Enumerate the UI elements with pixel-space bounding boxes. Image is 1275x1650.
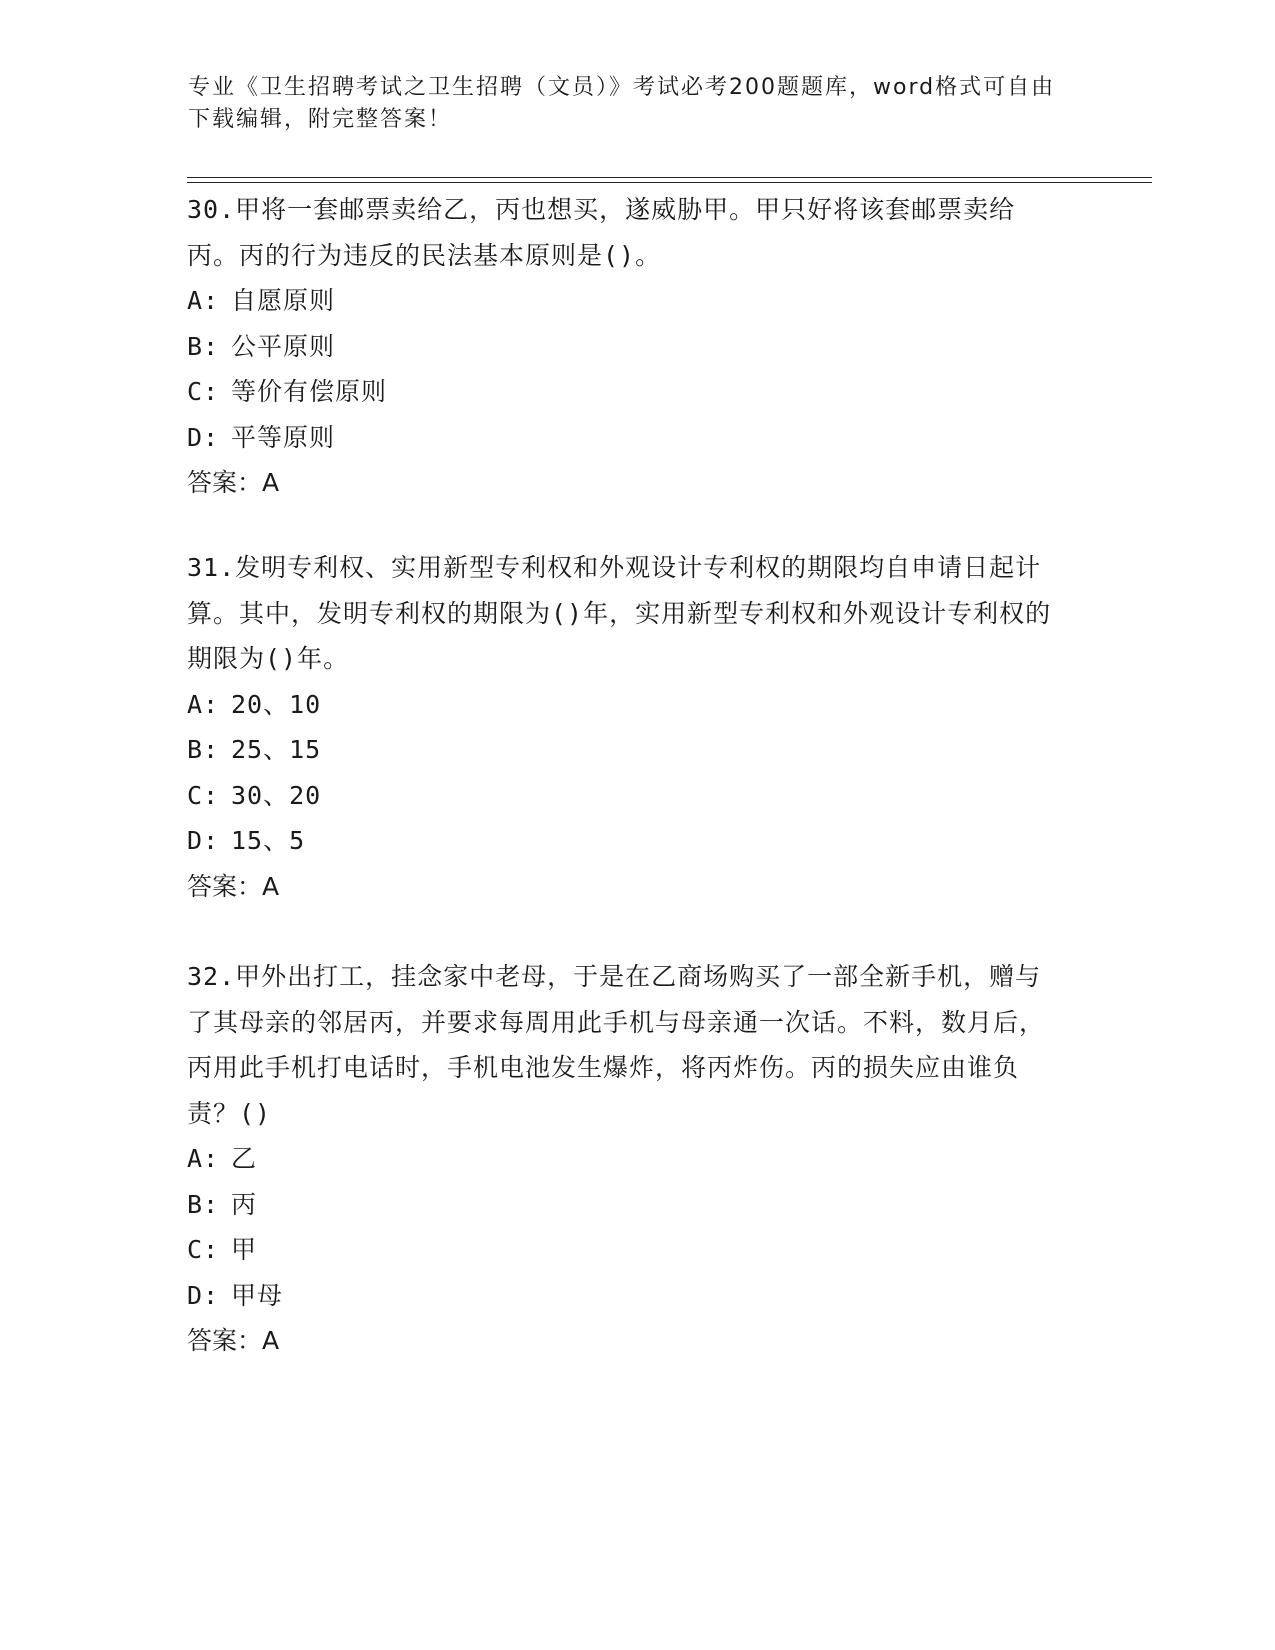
option-letter: D: bbox=[187, 422, 220, 452]
option-letter: B: bbox=[187, 331, 220, 361]
option-text: 甲 bbox=[231, 1235, 258, 1264]
answer-value: A bbox=[262, 1326, 280, 1355]
option-d bbox=[187, 415, 1067, 461]
option-c bbox=[187, 1227, 1067, 1273]
answer-line bbox=[187, 1318, 1067, 1364]
option-letter: A: bbox=[187, 286, 220, 315]
option-text: 20、10 bbox=[231, 689, 322, 719]
option-letter: C: bbox=[187, 780, 220, 810]
option-text: 乙 bbox=[231, 1144, 258, 1173]
header-divider-top bbox=[187, 177, 1152, 178]
option-letter: A: bbox=[187, 689, 220, 719]
option-b bbox=[187, 1182, 1067, 1228]
option-c bbox=[187, 773, 1067, 819]
option-d bbox=[187, 1273, 1067, 1319]
option-letter: D: bbox=[187, 826, 220, 855]
header-divider-bottom bbox=[187, 182, 1152, 183]
option-letter: C: bbox=[187, 377, 220, 406]
option-letter: B: bbox=[187, 1189, 220, 1219]
option-text: 平等原则 bbox=[231, 422, 336, 452]
document-header: 专业《卫生招聘考试之卫生招聘（文员）》考试必考200题题库，word格式可自由下载编辑，附完整答案！ bbox=[188, 75, 1056, 132]
option-b bbox=[187, 324, 1067, 370]
answer-value: A bbox=[262, 468, 280, 497]
option-c bbox=[187, 369, 1067, 415]
question-text: 31.发明专利权、实用新型专利权和外观设计专利权的期限均自申请日起计算。其中，发明专利权的期限为()年，实用新型专利权和外观设计专利权的期限为()年。 bbox=[187, 553, 1052, 673]
option-text: 自愿原则 bbox=[231, 286, 336, 315]
option-text: 甲母 bbox=[231, 1280, 284, 1310]
answer-line bbox=[187, 864, 1067, 910]
question-text: 30.甲将一套邮票卖给乙，丙也想买，遂威胁甲。甲只好将该套邮票卖给丙。丙的行为违反的民法基本原则是()。 bbox=[187, 195, 1016, 270]
answer-label: 答案： bbox=[187, 871, 263, 901]
option-d bbox=[187, 818, 1067, 864]
option-a bbox=[187, 682, 1067, 728]
question-30 bbox=[187, 187, 1067, 506]
option-a bbox=[187, 1136, 1067, 1182]
answer-label: 答案： bbox=[187, 1326, 263, 1355]
question-32 bbox=[187, 954, 1067, 1364]
option-text: 等价有偿原则 bbox=[231, 377, 388, 406]
answer-value: A bbox=[262, 871, 280, 901]
option-text: 15、5 bbox=[231, 826, 306, 855]
option-text: 丙 bbox=[231, 1189, 258, 1219]
option-text: 25、15 bbox=[231, 735, 322, 764]
option-text: 公平原则 bbox=[231, 331, 336, 361]
option-letter: C: bbox=[187, 1235, 220, 1264]
option-letter: D: bbox=[187, 1280, 220, 1310]
answer-label: 答案： bbox=[187, 468, 263, 497]
option-letter: B: bbox=[187, 735, 220, 764]
option-letter: A: bbox=[187, 1144, 220, 1173]
option-b bbox=[187, 727, 1067, 773]
option-text: 30、20 bbox=[231, 780, 322, 810]
question-31 bbox=[187, 545, 1067, 909]
question-text: 32.甲外出打工，挂念家中老母，于是在乙商场购买了一部全新手机，赠与了其母亲的邻居丙，并要求每周用此手机与母亲通一次话。不料，数月后，丙用此手机打电话时，手机电池发生爆炸，将丙炸伤。丙的损失应由谁负责？() bbox=[187, 962, 1046, 1128]
answer-line bbox=[187, 460, 1067, 506]
option-a bbox=[187, 278, 1067, 324]
